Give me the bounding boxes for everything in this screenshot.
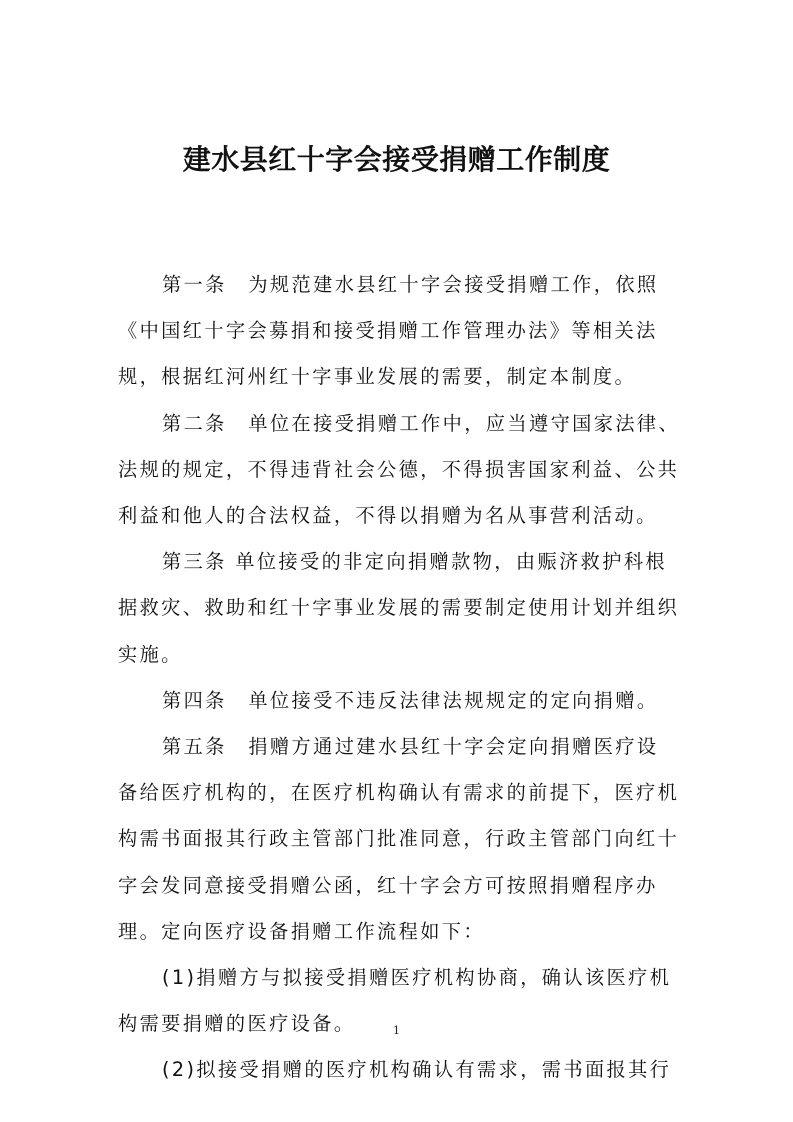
document-title: 建水县红十字会接受捐赠工作制度 [182, 143, 611, 176]
article-3-line-1: 第三条 单位接受的非定向捐赠款物，由赈济救护科根 [162, 550, 668, 574]
article-2-line-1: 第二条 单位在接受捐赠工作中，应当遵守国家法律、 [162, 411, 681, 435]
article-1-line-3: 规，根据红河州红十字事业发展的需要，制定本制度。 [118, 365, 637, 389]
article-5-line-4: 字会发同意接受捐赠公函，红十字会方可按照捐赠程序办 [118, 873, 658, 897]
article-4-line-1: 第四条 单位接受不违反法律法规规定的定向捐赠。 [162, 688, 659, 712]
article-2-line-2: 法规的规定，不得违背社会公德，不得损害国家利益、公共 [118, 457, 680, 481]
document-body [118, 262, 681, 1094]
article-5-line-2: 备给医疗机构的，在医疗机构确认有需求的前提下，医疗机 [118, 781, 680, 805]
article-1-line-1: 第一条 为规范建水县红十字会接受捐赠工作，依照 [162, 273, 659, 296]
article-1-line-2: 《中国红十字会募捐和接受捐赠工作管理办法》等相关法 [118, 319, 658, 343]
article-2-line-3: 利益和他人的合法权益，不得以捐赠为名从事营利活动。 [118, 504, 658, 528]
procedure-step-1-line-2: 构需要捐赠的医疗设备。 [118, 1012, 356, 1036]
page-number: 1 [393, 1024, 400, 1037]
procedure-step-1-line-1: (1)捐赠方与拟接受捐赠医疗机构协商，确认该医疗机 [162, 966, 672, 990]
article-5-line-1: 第五条 捐赠方通过建水县红十字会定向捐赠医疗设 [162, 735, 659, 759]
article-5-line-3: 构需书面报其行政主管部门批准同意，行政主管部门向红十 [118, 827, 680, 851]
procedure-step-2-line-1: (2)拟接受捐赠的医疗机构确认有需求，需书面报其行 [162, 1058, 672, 1082]
article-3-line-3: 实施。 [118, 642, 183, 666]
article-3-line-2: 据救灾、救助和红十字事业发展的需要制定使用计划并组织 [118, 596, 680, 620]
article-5-line-5: 理。定向医疗设备捐赠工作流程如下： [118, 919, 485, 943]
